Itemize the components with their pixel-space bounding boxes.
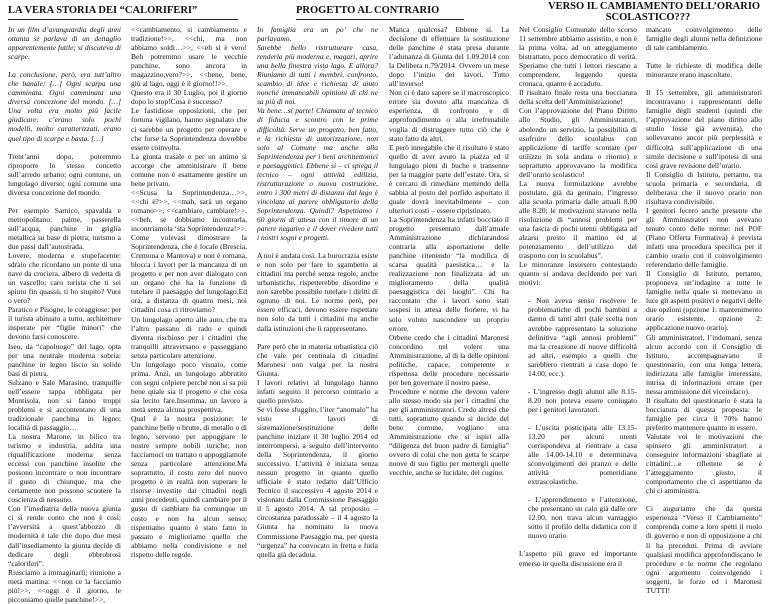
column-3 [257, 25, 378, 559]
paragraph: <<Scusa la Soprintendenza…>>, <<chi è?>>, <<mah, sarà un organo romano>>, <<cambiare, cambiare!>>, <<beh, se dobbiamo incontrarla, incontriamola ‘sta Soprintendenza!>>. [131, 187, 247, 234]
paragraph: Il Consiglio di Istituto, pertanto, tra scuola primaria e secondaria, di deliberava che il nuovo orario non risultava condivisibile. [646, 169, 762, 206]
paragraph: Con l’approvazione del Piano Diritto allo Studio, gli Amministratori, abolendo un servizio, la possibilità di usufruire dello scuolabus con applicazione di tariffe scontate (per utilizzo in sola andata o ritorno) e soprattutto approvavano la modifica dell’orario scolastico! [519, 106, 637, 179]
paragraph: Gli amministratori, l’indomani, senza alcun accordo con il Consiglio di Istituto, accompagnavano il questionario, con una lunga lettera, indirizzata alle famiglie interessate, intrisa di informazioni errate (per nessa ammissione del viceindaco). [646, 332, 762, 396]
paragraph: La nostra Marone, in bilico tra turismo e industria, addita una riqualificazione moderna senza eccessi con panchine insolite che possono incontrare o non incontrare il gusto di chiunque, ma che certamente non possono scuotere la coscienza di nessuno. [8, 431, 121, 505]
page-header [0, 0, 768, 22]
paragraph: Manca qualcosa? Ebbene sì. La decisione di effettuare la sostituzione delle panchine è stata presa durante l’adunanza di Giunta del 1.09.2014 con la Delibera n.79/2014. Ovvero un mese dopo l’inizio dei lavori. Tutto all’inverso! [389, 25, 509, 89]
paragraph: I lavori relativi al lungolago hanno infatti seguito il percorso contrario a quello previsto. [257, 377, 378, 405]
bullet-item: - L’apprendimento e l’attenzione, che presentano un calo già dalle ore 12.00, non trava alcun vantaggio sotto il profilo della didattica con il nuovo orario [528, 495, 637, 541]
bullet-text: L’apprendimento e l’attenzione, che presentano un calo già dalle ore 12.00, non trava alcun vantaggio sotto il profilo della didattica con il nuovo orario [528, 495, 637, 541]
paragraph: In famiglia era un po’ che ne parlavamo. [257, 25, 378, 44]
paragraph: Questo era il 30 Luglio, poi il giorno dopo lo stop!Cosa è successo? [131, 88, 247, 107]
right-title-line2: SCOLASTICO??? [605, 12, 691, 23]
bullet-text: L’uscita posticipata alle 13.15-13.20 per alcuni utenti corrispondeva al rientrare a casa alle 14.00-14.10 e determinava sconvolgimenti dei pranzo e delle attività pomeridiane extrascolastiche. [528, 422, 637, 487]
paragraph: Un lungolago poco visuato, come prima. Anzi, un lungolago abbrutito con segni colpiere perché non si sa più bene quale sia il progetto e che cosa sia lecito fare.Insomma, un lavoro a metà senza alcuna prospettiva. [131, 359, 248, 414]
paragraph: E però innegabile che il risultato è stato quello di aver avuto la piazza ed il lungolago pieni di buche e transenne per la maggior parte dell’estate. Ora, si è cercato di rimediare mettendo della sabbia al posto del porfido asportato il quale dovrà inevitabilmente – con ulteriori costi – essere ripristinato. [389, 142, 509, 215]
paragraph: La Soprintendenza ha infatti bocciato il progetto presentato dall’attuale Amministrazione dichiarandosi contraria alla asportazione delle panchine ritenendo “la modifica di scarsa qualità paesistica… e la realizzazione non finalizzata ad un miglioramento della qualità paesaggistica dei luoghi”. Chi ha raccontato che i lavori sono stati sospesi in attesa delle fioriere, vi ha solo voluto nascondere un proprio errore. [389, 214, 509, 333]
center-section-title: PROGETTO AL CONTRARIO [296, 5, 440, 16]
paragraph: Pare però che in materia urbanistica ciò che vale per centinaia di cittadini Maronesi non valga per la nostra Giunta. [257, 341, 378, 378]
paragraph: Se vi fosse sfuggito, l’iter “anomalo” ha visto i lavori di sistemazione/sostituzione delle panchine iniziare il 30 luglio 2014 ed interrompersi, a seguito dell’intervento della Soprintendenza, il giorno successivo. L’attività è iniziata senza nessun progetto in quanto quello ufficiale è stato redatto dall’Ufficio Tecnico il successivo 4 agosto 2014 e visionato dalla Commissione Paesaggio il 5 agosto 2014. A tal proposito – circostanza paradossale – il 4 agosto la Giunta ha nominato la nuova Commissione Paesaggio ma, per questa “urgenza” ha convocato in fretta e furia quella già decaduta. [257, 404, 378, 559]
paragraph: Qual è la nostra posizione: le panchine belle o brutte, di metallo o di legno, servono per appoggiare le nostre sempre nobili turiche; non facciamoci un trattato o appoggiamole senza particolare attenzione.Ma soprattutto, il costo zero del nuovo progetto è in realtà non superare le risorse investite dai cittadini negli anni precedenti, quindi cambiare per il gusto di cambiare ha comunque un costo e non ha alcun senso; rispettiamo quanto è stato fatto in passato e miglioriamo quello che abbiamo nella condivisione e nel rispetto delle regole. [131, 414, 247, 559]
paragraph: Riusciamo a immaginarli; riunione a metà mattina: <<non ce la facciamo più!>>, <<oggi è il giorno, le picconiamo quelle panchine!>>, [8, 567, 121, 604]
paragraph: La nuova formulazione avrebbe postulato, già da gennaio, l’ingresso alla scuola primaria dalle attuali 8.00 alle 8.20; le motivazioni stavano nella risoluzione di “annosi problemi per una fascia di pochi utenti obbligata ad alzarsi presto il mattino ed al potenziamento dell’utilizzo del trasporto con lo scuolabus”. [519, 178, 637, 261]
paragraph: A noi è andata così. La burocrazia esiste e non solo per fare lo sgambetto ai cittadini ma perché senza regole, anche urbanistiche, rispetterebbe disordine e non sarebbe possibile tutelare i diritti di ognuno di noi. Le norme però, per essere efficaci, devono essere rispettate non solo da tutti i cittadini ma anche dalla istituzioni che li rappresentano. [257, 251, 378, 333]
paragraph: Per esempio Sarnico, spavalda e metropolitano: palme, passerella sull’acqua, panchine in griglia metallica su base di pietra; turismo a due passi dall’autostrada. [8, 205, 121, 251]
paragraph: Valutate voi le motivazioni che spinsero gli amministratori a conseguire informazioni sbagliate ai cittadini…e riflettete se è l’atteggiamento giusto, il comportamento che ci aspettiamo da chi ci amministra. [646, 432, 762, 496]
column-5 [519, 25, 637, 568]
paragraph: Procedure e norme che devono valere allo stesso modo sia per i cittadini che per gli amministratori. Credo altresì che tutti, soprattutto quando si decide del bene comune, vogliano una Amministrazione che si ispiri alla “diligenza del buon padre di famiglia” ovvero di colui che non getta le scarpe nuove di suo figlio per mettergli quelle vecchie, anche se lucidate, del cugino. [389, 386, 509, 478]
left-section-title: LA VERA STORIA DEI “CALORIFERI” [8, 5, 198, 16]
paragraph: La conclusione, però, era tutt’altro che banale: […] Ogni scarpa una camminata. Ogni camminata una diversa concezione del mondo. […] Una volta era molto più facile giudicare: c’erano solo pochi modelli, molto caratterizzati, erano quel tipo di scarpe e basta. […] [8, 70, 121, 143]
paragraph: Le minoranze insorsero contestando quanto si andava decidendo per vari motivi: [519, 260, 637, 288]
bullet-item: - L’ingresso degli alunni alle 8.15-8.20 non poteva essere coniugato per i genitori lavoratori. [528, 386, 637, 414]
paragraph: Il risultato finale resta una bocciatura della scelta dell’Amministrazione! [519, 88, 637, 107]
paragraph: Ci auguriamo che da questa esperienza “Verso il Cambiamento” comprenda come a loro spetti il ruolo di governo e non di opposizione a chi li ha preceduti. Prima di avviare qualsiasi modifica approfondiscano le procedure e le norme che regolano ogni argomento coinvolgendo i soggetti, le forze ed i Maronesi TUTTI! [646, 504, 762, 595]
paragraph: Paratico e Pisogne, le coraggiose: per il turista abituato a tutto, architetture insperate per “figlie minori” che devono farsi conoscere. [8, 305, 121, 342]
bullet-text: L’ingresso degli alunni alle 8.15-8.20 non poteva essere coniugato per i genitori lavoratori. [528, 386, 637, 414]
paragraph: Il risultato del questionario è stata la bocciatura di questa proposta: le famiglie per circa il 70% hanno preferito mantenere quanto in essere. [646, 395, 762, 432]
paragraph: Le fastidiose opposizioni, che per fortuna vigilano, hanno segnalato che ci sarebbe un progetto per operare e che forse la Soprintendenza dovrebbe essere coinvolta. [131, 106, 247, 152]
right-section-title [548, 1, 761, 23]
paragraph: Tutte le richieste di modifica delle minoranze erano inascoltate. [646, 61, 762, 80]
paragraph: Il 15 settembre, gli amministratori incontravano i rappresentanti delle famiglie degli studenti (quindi che l’approvazione del piano diritto allo studio fosse già avvenuta), che sollevavano ancor più perplessità e difficoltà sull’applicazione di una simile decisione e sull’ipotesi di una così grave revisione dell’orario. [646, 88, 762, 170]
paragraph: Iseo, da “capoluogo” del lago, opta per una neutrale moderna sobria: panchine in legno liscio su solide basi di pietra. [8, 341, 121, 378]
paragraph: La giunta trasale e per un attimo si accorge che amministrare il bene comune non è esattamente gestire un bene privato. [131, 151, 247, 188]
paragraph: Va bene…si parte! Chiamata al tecnico di fiducia e scontro con le prime difficoltà. Serve un progetto, ben fatto, e la richiesta di autorizzazione, non solo al Comune ma anche alla Soprintendenza per i beni architettonici e paesaggistici. Ebbene sì – ci spiega il tecnico – ogni attività edilizia, ristrutturazione o nuova costruzione, entro i 300 metri di distanza dal lago è vincolata al parere obbligatorio della Soprintendenza. Quindi? Aspettiamo i 60 giorni di attesa con il timore di un parere negativo e il dover rivedere tutti i nostri sogni e progetti. [257, 106, 378, 243]
paragraph: Trent’anni dopo, potremmo riproporre lo stesso concetto sull’arredo urbano; ogni comune, un lungolago diverso; ogni comune una diversa concezione del mondo. [8, 151, 121, 197]
paragraph: Il Consiglio di Istituto, pertanto, proponeva un’indagine a tutte le famiglie nella quale si mettevano in luce gli aspetti positivi e negativi delle due opzioni (opzione 1: mantenimento orario esistente, opzione 2: applicazione nuovo orario). [646, 269, 762, 333]
column-1 [8, 25, 121, 604]
paragraph: Sulzano e Sale Marasino, tranquille nell’essere tappa obbligata per Montisola, non si fanno troppi problemi e si accontentano di una tradizionale panchina in legno; località di passaggio… [8, 377, 121, 432]
right-title-line1: VERSO IL CAMBIAMENTO DELL’ORARIO [548, 1, 761, 12]
column-6 [646, 25, 762, 595]
paragraph: I genitori fecero anche presente che gli Amministratori non avevano tenuto conto delle norme: nel POF (Piano Offerta Formativa) è prevista infatti una procedura specifica per il cambio orario con il coinvolgimento referendario delle famiglie. [646, 205, 762, 270]
paragraph: Con l’imediatria della nuova giunta ci si rende conto che non è così; l’avversità a quest’abbozzo di modernità è tale che dopo due mesi dall’insediamento la giunta decide di dedicare degli ebbrobrosi “caloriferi”. [8, 504, 121, 568]
paragraph: In un film d’avanguardia degli anni ottanta si parlava di un dettaglio apparentemente futile; si discuteva di scarpe. [8, 25, 121, 62]
paragraph: Come volevasi dimostrare la Soprintendenza, che è locale (Brescia, Cremona e Mantova) e non è romana, blocca i lavori per la mancanza di un progetto e per non aver dialogato con un organo che ha la funzione di tutelare il paesaggio del lungolago.Ed ora, a distanza di quattro mesi, noi cittadini cosa ci ritroviamo? [131, 233, 247, 315]
paragraph: Nel Consiglio Comunale dello scorso 11 settembre abbiamo assistito, e non è la prima volta, ad un atteggiamento bistrattato, poco democratico di verità. Speriamo che tutti i lettori riescano a comprendere, leggendo questa cronaca, quanto è accaduto. [519, 25, 637, 89]
column-2 [131, 25, 248, 559]
bullet-item: - L’uscita posticipata alle 13.15-13.20 per alcuni utenti corrispondeva al rientrare a casa alle 14.00-14.10 e determinava sconvolgimenti dei pranzo e delle attività pomeridiane extrascolastiche. [528, 422, 637, 487]
paragraph: Non ci è dato sapere se il macroscopico errore sia dovuto alla mancanza di esperienza, di confronto e di approfondimento o alla irrefrenabile voglia di distruggere tutto ciò che è stato fatto da altri. [389, 88, 509, 143]
bullet-item: - Non aveva senso risolvere le problematiche di pochi bambini a danno di tanti altri (tale scelta non avrebbe rappresentato la soluzione definitiva “agli annosi problemi” ma la creazione di nuove difficoltà ad altri, esempio a quelli che sarebbero rientrati a casa dopo le 14.00, ecc.). [528, 296, 637, 378]
paragraph: Lovere, moderna e stupefacente: sdraio che ricordano un ponte di una nave da crociera, albero di vedetta di un vascello; caro turista che ti sei spinto fin quassù, ti ho stupito? Vuoi o vero? [8, 251, 121, 306]
paragraph: L’aspetto più grave ed importante emerso in quella discussione era il [519, 549, 637, 568]
paragraph: mancato coinvolgimento delle famiglie degli alunni nella definizione di tale cambiamento. [646, 25, 762, 53]
center-title-underline [296, 19, 464, 20]
left-title-underline [8, 19, 238, 20]
paragraph: Un lungolago aperto alle auto, che tra l’altro passano di rado e quindi diventa rischioso per i cittadini che tranquilli attraversano e passeggiano senza particolare attenzione. [131, 314, 247, 360]
column-4 [389, 25, 509, 539]
paragraph: Sarebbe bello ristrutturare casa, renderla più moderna e, magari, aprire una bella finestra vista lago. E allora? Riuniamo di tutti i membri, confronto, scambio di idee e richiesta di aiuto nonché immancabili opinioni di chi ne sa più di noi. [257, 43, 378, 107]
paragraph: Orbene credo che i cittadini Maronesi concordino nel volere una Amministrazione, al di la delle opinioni politiche, capace, competente e rispettosa delle procedure necessarie per ben governare il nostro paese. [389, 332, 509, 387]
paragraph: <<cambiamento, si cambiamento e tradizione!>>, <<chi, ma non abbiamo soldi…>>, <<eh si è vero! Beh potremmo usare le vecchie panchine, sono ancora in magazzino,vero?>>, <<bene, bene, giù al lago, oggi è il giorno!!>>. [131, 25, 247, 89]
bullet-text: Non aveva senso risolvere le problematiche di pochi bambini a danno di tanti altri (tale scelta non avrebbe rappresentato la soluzione definitiva “agli annosi problemi” ma la creazione di nuove difficoltà ad altri, esempio a quelli che sarebbero rientrati a casa dopo le 14.00, ecc.). [528, 296, 637, 378]
